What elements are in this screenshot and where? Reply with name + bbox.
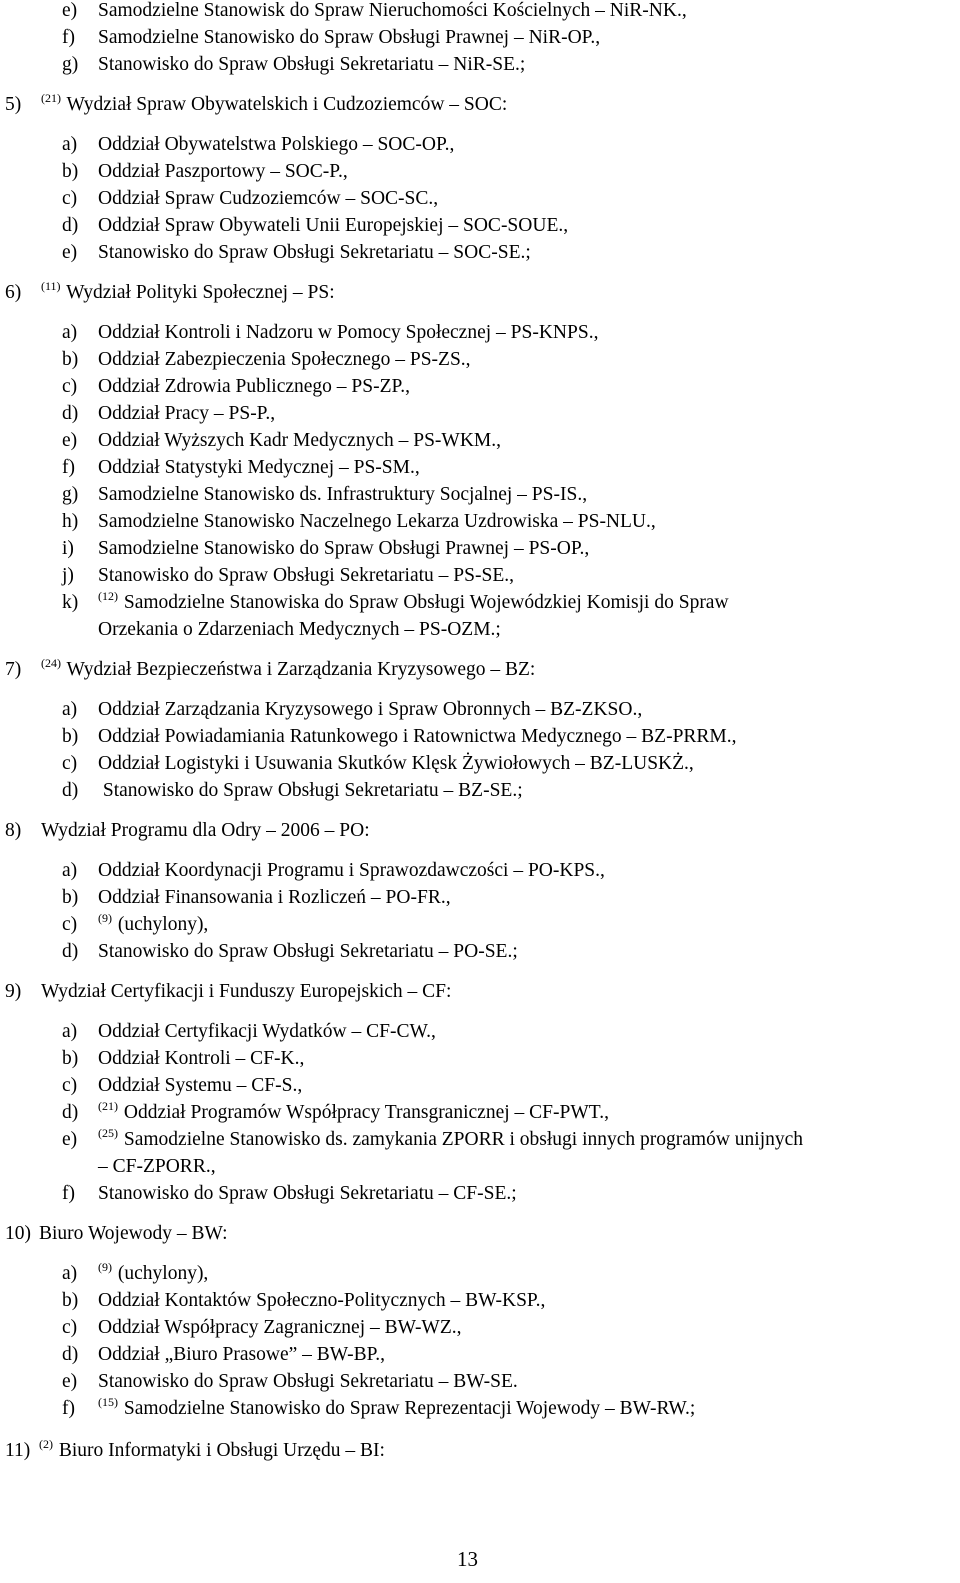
list-item [62, 1371, 518, 1393]
item-text: Stanowisko do Spraw Obsługi Sekretariatu – PS-SE., [98, 565, 514, 586]
list-item [62, 911, 209, 936]
item-label: e) [62, 430, 78, 451]
item-label: 8) [5, 820, 22, 841]
item-text: Stanowisko do Spraw Obsługi Sekretariatu – PO-SE.; [98, 941, 518, 962]
item-text: (uchylony), [117, 914, 209, 935]
list-item [62, 1183, 517, 1205]
list-item [62, 1395, 696, 1420]
list-item [62, 1317, 462, 1339]
footnote-ref: (21) [98, 1099, 118, 1113]
item-label: a) [62, 322, 78, 343]
item-label: 10) [5, 1223, 31, 1244]
item-text: Stanowisko do Spraw Obsługi Sekretariatu – SOC-SE.; [98, 242, 531, 263]
footnote-ref: (25) [98, 1126, 118, 1140]
list-item [62, 430, 501, 452]
list-item [62, 1099, 609, 1124]
footnote-ref: (2) [39, 1437, 53, 1451]
list-item-continuation [98, 1156, 216, 1178]
item-text: Wydział Certyfikacji i Funduszy Europejskich – CF: [41, 981, 452, 1002]
list-item [62, 484, 587, 506]
item-label: a) [62, 134, 78, 155]
item-text: Stanowisko do Spraw Obsługi Sekretariatu – NiR-SE.; [98, 54, 526, 75]
list-item [62, 726, 737, 748]
item-text: Oddział Współpracy Zagranicznej – BW-WZ., [98, 1317, 462, 1338]
item-label: b) [62, 887, 79, 908]
item-text: Oddział Zdrowia Publicznego – PS-ZP., [98, 376, 410, 397]
item-text: Samodzielne Stanowisko Naczelnego Lekarza Uzdrowiska – PS-NLU., [98, 511, 656, 532]
item-text: Wydział Programu dla Odry – 2006 – PO: [41, 820, 370, 841]
item-label: e) [62, 0, 78, 21]
item-label: f) [62, 1398, 75, 1419]
list-item [62, 753, 694, 775]
footnote-ref: (12) [98, 589, 118, 603]
list-item [62, 457, 420, 479]
item-label: a) [62, 699, 78, 720]
item-label: 7) [5, 659, 22, 680]
item-label: c) [62, 914, 78, 935]
item-text: Oddział Certyfikacji Wydatków – CF-CW., [98, 1021, 436, 1042]
item-text: Oddział Kontaktów Społeczno-Politycznych – BW-KSP., [98, 1290, 546, 1311]
item-text: Samodzielne Stanowisk do Spraw Nieruchomości Kościelnych – NiR-NK., [98, 0, 687, 21]
item-label: b) [62, 726, 79, 747]
item-text: Oddział Programów Współpracy Transgranicznej – CF-PWT., [123, 1102, 609, 1123]
item-label: b) [62, 161, 79, 182]
list-item [62, 538, 589, 560]
footnote-ref: (11) [41, 279, 61, 293]
item-label: e) [62, 242, 78, 263]
item-label: h) [62, 511, 79, 532]
list-item-continuation [98, 619, 501, 641]
footnote-ref: (9) [98, 1260, 112, 1274]
list-item [62, 1021, 436, 1043]
item-label: k) [62, 592, 79, 613]
list-item [62, 161, 348, 183]
list-item [62, 403, 275, 425]
item-label: e) [62, 1371, 78, 1392]
item-text: – CF-ZPORR., [98, 1156, 216, 1177]
item-label: c) [62, 1075, 78, 1096]
item-text: Oddział Pracy – PS-P., [98, 403, 276, 424]
item-label: c) [62, 376, 78, 397]
item-label: d) [62, 780, 79, 801]
list-item [62, 699, 642, 721]
item-text: Oddział Kontroli – CF-K., [98, 1048, 305, 1069]
item-text: Samodzielne Stanowisko ds. zamykania ZPORR i obsługi innych programów unijnych [123, 1129, 804, 1150]
item-label: d) [62, 403, 79, 424]
item-label: j) [62, 565, 74, 586]
list-item [62, 322, 598, 344]
item-text: Stanowisko do Spraw Obsługi Sekretariatu – BZ-SE.; [98, 780, 523, 801]
footnote-ref: (21) [41, 91, 61, 105]
item-label: b) [62, 349, 79, 370]
section-heading [5, 1437, 385, 1462]
item-label: c) [62, 188, 78, 209]
item-label: i) [62, 538, 74, 559]
list-item [62, 565, 514, 587]
item-text: Oddział Statystyki Medycznej – PS-SM., [98, 457, 420, 478]
item-text: (uchylony), [117, 1263, 209, 1284]
page-number: 13 [457, 1547, 478, 1571]
item-text: Oddział Powiadamiania Ratunkowego i Ratownictwa Medycznego – BZ-PRRM., [98, 726, 737, 747]
list-item [62, 1290, 545, 1312]
list-item [62, 134, 454, 156]
list-item [62, 1126, 804, 1151]
list-item [62, 376, 410, 398]
item-text: Oddział Obywatelstwa Polskiego – SOC-OP., [98, 134, 455, 155]
item-text: Samodzielne Stanowisko do Spraw Reprezentacji Wojewody – BW-RW.; [123, 1398, 696, 1419]
item-label: g) [62, 484, 79, 505]
list-item [62, 349, 471, 371]
item-label: f) [62, 27, 75, 48]
item-label: f) [62, 457, 75, 478]
item-text: Oddział Finansowania i Rozliczeń – PO-FR., [98, 887, 451, 908]
item-label: a) [62, 1021, 78, 1042]
item-text: Oddział Kontroli i Nadzoru w Pomocy Społecznej – PS-KNPS., [98, 322, 599, 343]
item-text: Oddział Zabezpieczenia Społecznego – PS-ZS., [98, 349, 471, 370]
item-text: Orzekania o Zdarzeniach Medycznych – PS-OZM.; [98, 619, 501, 640]
footnote-ref: (24) [41, 656, 61, 670]
item-text: Oddział Spraw Cudzoziemców – SOC-SC., [98, 188, 439, 209]
item-text: Wydział Spraw Obywatelskich i Cudzoziemców – SOC: [66, 94, 508, 115]
item-text: Biuro Informatyki i Obsługi Urzędu – BI: [58, 1440, 385, 1461]
item-label: b) [62, 1290, 79, 1311]
item-label: 5) [5, 94, 22, 115]
list-item [62, 941, 518, 963]
item-label: c) [62, 753, 78, 774]
item-label: a) [62, 860, 78, 881]
item-label: f) [62, 1183, 75, 1204]
item-label: d) [62, 1102, 79, 1123]
list-item [62, 780, 523, 802]
list-item [62, 1260, 209, 1285]
section-heading [5, 91, 508, 116]
item-label: 6) [5, 282, 22, 303]
item-text: Samodzielne Stanowisko do Spraw Obsługi Prawnej – PS-OP., [98, 538, 590, 559]
item-text: Oddział Paszportowy – SOC-P., [98, 161, 348, 182]
item-text: Oddział Logistyki i Usuwania Skutków Klęsk Żywiołowych – BZ-LUSKŻ., [98, 753, 694, 774]
section-heading [5, 1223, 228, 1245]
list-item [62, 1075, 302, 1097]
list-item [62, 1048, 304, 1070]
list-item [62, 887, 451, 909]
item-text: Samodzielne Stanowisko ds. Infrastruktury Socjalnej – PS-IS., [98, 484, 588, 505]
item-label: b) [62, 1048, 79, 1069]
section-heading [5, 981, 451, 1003]
list-item [62, 511, 656, 533]
item-text: Stanowisko do Spraw Obsługi Sekretariatu – BW-SE. [98, 1371, 518, 1392]
footnote-ref: (15) [98, 1395, 118, 1409]
item-text: Oddział Spraw Obywateli Unii Europejskiej – SOC-SOUE., [98, 215, 569, 236]
item-label: 11) [5, 1440, 31, 1461]
item-label: d) [62, 215, 79, 236]
section-heading [5, 656, 536, 681]
item-label: c) [62, 1317, 78, 1338]
list-item [62, 0, 687, 22]
list-item [62, 188, 438, 210]
list-item [62, 242, 531, 264]
footnote-ref: (9) [98, 911, 112, 925]
item-text: Oddział Koordynacji Programu i Sprawozdawczości – PO-KPS., [98, 860, 605, 881]
list-item [62, 54, 525, 76]
item-text: Samodzielne Stanowisko do Spraw Obsługi Prawnej – NiR-OP., [98, 27, 601, 48]
item-label: d) [62, 941, 79, 962]
item-text: Stanowisko do Spraw Obsługi Sekretariatu – CF-SE.; [98, 1183, 517, 1204]
item-text: Oddział „Biuro Prasowe” – BW-BP., [98, 1344, 386, 1365]
item-label: a) [62, 1263, 78, 1284]
list-item [62, 27, 600, 49]
item-text: Samodzielne Stanowiska do Spraw Obsługi Wojewódzkiej Komisji do Spraw [123, 592, 729, 613]
list-item [62, 860, 605, 882]
list-item [62, 589, 729, 614]
item-label: e) [62, 1129, 78, 1150]
item-label: 9) [5, 981, 22, 1002]
section-heading [5, 279, 335, 304]
item-label: g) [62, 54, 79, 75]
item-text: Oddział Zarządzania Kryzysowego i Spraw Obronnych – BZ-ZKSO., [98, 699, 643, 720]
item-text: Biuro Wojewody – BW: [39, 1223, 228, 1244]
section-heading [5, 820, 370, 842]
list-item [62, 1344, 385, 1366]
list-item [62, 215, 568, 237]
item-label: d) [62, 1344, 79, 1365]
item-text: Oddział Systemu – CF-S., [98, 1075, 303, 1096]
item-text: Oddział Wyższych Kadr Medycznych – PS-WKM., [98, 430, 501, 451]
item-text: Wydział Bezpieczeństwa i Zarządzania Kryzysowego – BZ: [66, 659, 536, 680]
item-text: Wydział Polityki Społecznej – PS: [66, 282, 335, 303]
